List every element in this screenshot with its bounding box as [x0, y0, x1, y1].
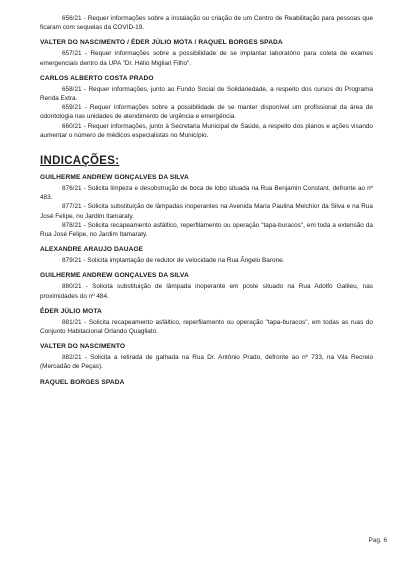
indicacao-item: 882/21 - Solicita a retirada de galhada na Rua Dr. Antônio Prado, defronte ao nº 733, na Vila Recreio (Mercadão de Peças).	[40, 354, 373, 371]
requerimento-item: 656/21 - Requer informações sobre a instalação ou criação de um Centro de Reabilitação para pessoas que ficaram com sequelas da COVID-19.	[40, 15, 373, 32]
indicacao-item: 881/21 - Solicita recapeamento asfáltico, reperfilamento ou operação "tapa-buracos", em todas as ruas do Conjunto Habitacional Orlando Quagliato.	[40, 318, 373, 336]
page-number: Pag. 6	[368, 537, 387, 544]
indicacao-group-0	[40, 173, 373, 239]
requerimento-group-2	[40, 74, 373, 140]
requerimento-item: 659/21 - Requer informações sobre a possibilidade de se manter disponível um profissional da área de odontologia nas unidades de atendimento de urgência e emergência.	[40, 104, 373, 121]
author-name: ALEXANDRE ARAUJO DAUAGE	[40, 246, 144, 254]
indicacao-item: 876/21 - Solicita limpeza e desobstrução de boca de lobo situada na Rua Benjamin Constant, defronte ao nº 483.	[40, 185, 373, 202]
indicacao-item: 877/21 - Solicita substituição de lâmpadas inoperantes na Avenida Maria Paulina Melchior da Silva e na Rua José Felipe, no Jardim Itamaraty.	[40, 203, 373, 220]
requerimento-item: 660/21 - Requer informações, junto à Secretaria Municipal de Saúde, a respeito dos planos e ações visando aumentar o número de médicos especialistas no Município.	[40, 122, 373, 139]
requerimento-group-1	[40, 38, 373, 67]
indicacao-item: 880/21 - Solicita substituição de lâmpada inoperante em poste situado na Rua Adolfo Galileu, nas proximidades do nº 484.	[40, 283, 373, 300]
author-name: GUILHERME ANDREW GONÇALVES DA SILVA	[40, 272, 189, 280]
section-title: INDICAÇÕES:	[40, 155, 120, 168]
requerimento-group-0	[40, 14, 373, 32]
author-name: ÉDER JÚLIO MOTA	[40, 307, 102, 315]
author-name: VALTER DO NASCIMENTO	[40, 343, 126, 351]
indicacao-item: 878/21 - Solicita recapeamento asfáltico, reperfilamento ou operação "tapa-buracos", em toda a extensão da Rua José Felipe, no Jardim Itamaraty.	[40, 221, 373, 239]
indicacao-group-5	[40, 378, 373, 387]
requerimento-item: 657/21 - Requer informações sobre a possibilidade de se implantar laboratório para coleta de exames emergenciais dentro da UPA "Dr. Hélio Migliari Filho".	[40, 50, 373, 67]
requerimento-item: 658/21 - Requer informações, junto ao Fundo Social de Solidariedade, a respeito dos cursos do Programa Renda Extra.	[40, 85, 373, 103]
indicacao-group-4	[40, 342, 373, 371]
author-name: RAQUEL BORGES SPADA	[40, 378, 125, 386]
indicacao-item: 879/21 - Solicita implantação de redutor de velocidade na Rua Ângelo Barone.	[62, 257, 285, 265]
indicacao-group-2	[40, 271, 373, 300]
author-name: GUILHERME ANDREW GONÇALVES DA SILVA	[40, 174, 189, 182]
author-name: CARLOS ALBERTO COSTA PRADO	[40, 74, 154, 82]
indicacao-group-3	[40, 307, 373, 336]
indicacao-group-1	[40, 245, 373, 265]
author-name: VALTER DO NASCIMENTO / ÉDER JÚLIO MOTA / RAQUEL BORGES SPADA	[40, 39, 283, 47]
